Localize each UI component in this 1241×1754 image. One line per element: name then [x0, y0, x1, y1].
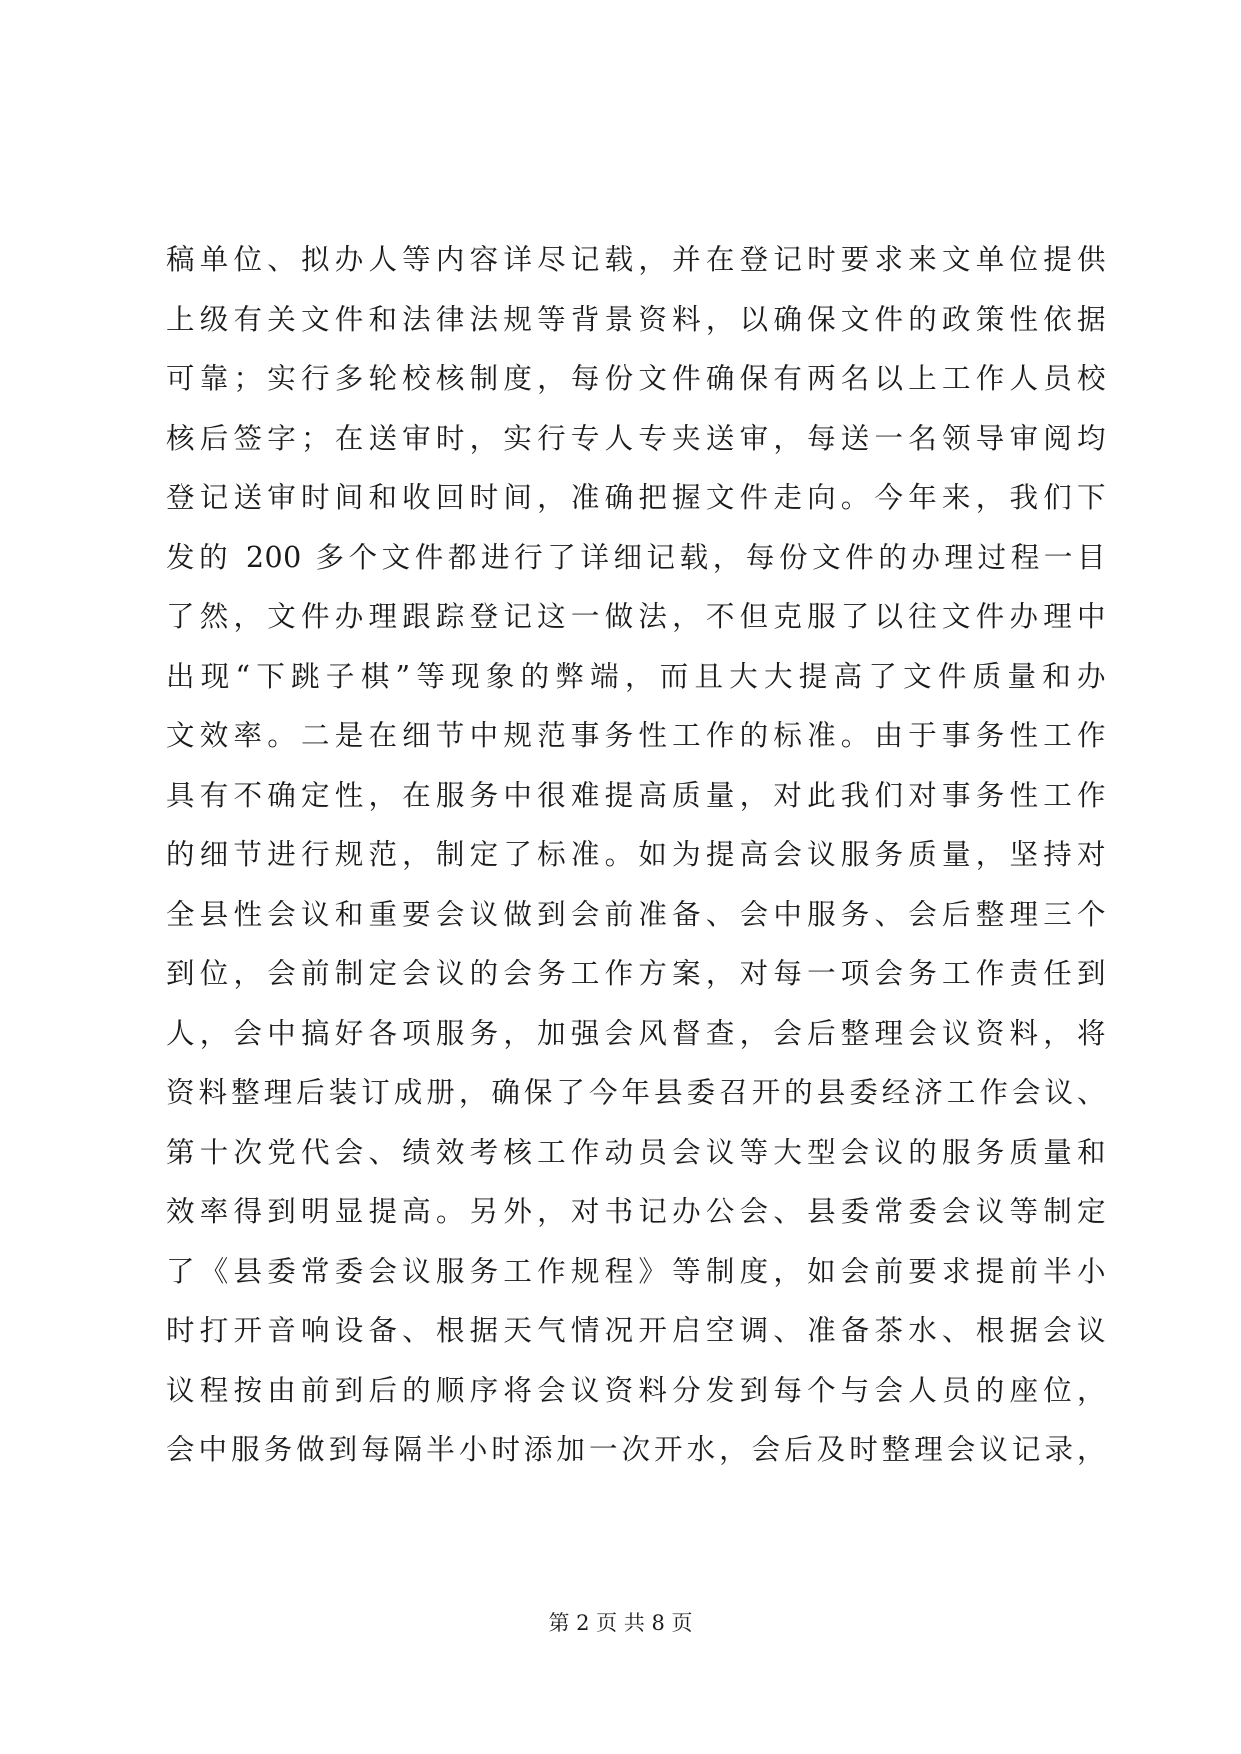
text-line: 了然，文件办理跟踪登记这一做法，不但克服了以往文件办理中	[166, 600, 1106, 633]
page-number: 第 2 页 共 8 页	[548, 1611, 693, 1635]
text-line: 文效率。二是在细节中规范事务性工作的标准。由于事务性工作	[166, 719, 1106, 752]
text-line: 发的 200 多个文件都进行了详细记载，每份文件的办理过程一目	[166, 540, 1106, 574]
text-line: 的细节进行规范，制定了标准。如为提高会议服务质量，坚持对	[166, 838, 1106, 871]
text-line: 核后签字；在送审时，实行专人专夹送审，每送一名领导审阅均	[166, 421, 1106, 455]
text-line: 到位，会前制定会议的会务工作方案，对每一项会务工作责任到	[166, 957, 1106, 990]
text-line: 效率得到明显提高。另外，对书记办公会、县委常委会议等制定	[166, 1195, 1106, 1228]
text-line: 第十次党代会、绩效考核工作动员会议等大型会议的服务质量和	[166, 1135, 1106, 1169]
body-text	[166, 230, 1106, 1480]
text-line: 了《县委常委会议服务工作规程》等制度，如会前要求提前半小	[166, 1254, 1106, 1288]
text-line: 议程按由前到后的顺序将会议资料分发到每个与会人员的座位，	[166, 1373, 1106, 1407]
text-line: 时打开音响设备、根据天气情况开启空调、准备茶水、根据会议	[166, 1314, 1106, 1347]
text-line: 资料整理后装订成册，确保了今年县委召开的县委经济工作会议、	[166, 1076, 1106, 1109]
text-line: 出现“下跳子棋”等现象的弊端，而且大大提高了文件质量和办	[166, 659, 1106, 693]
text-line: 稿单位、拟办人等内容详尽记载，并在登记时要求来文单位提供	[166, 243, 1106, 276]
text-line: 可靠；实行多轮校核制度，每份文件确保有两名以上工作人员校	[166, 362, 1106, 395]
page-footer	[0, 1608, 1241, 1638]
text-line: 登记送审时间和收回时间，准确把握文件走向。今年来，我们下	[166, 481, 1106, 514]
text-line: 全县性会议和重要会议做到会前准备、会中服务、会后整理三个	[166, 897, 1106, 931]
text-line: 上级有关文件和法律法规等背景资料，以确保文件的政策性依据	[166, 302, 1106, 336]
text-line: 人，会中搞好各项服务，加强会风督查，会后整理会议资料，将	[166, 1016, 1106, 1050]
text-line: 具有不确定性，在服务中很难提高质量，对此我们对事务性工作	[166, 778, 1106, 812]
text-line: 会中服务做到每隔半小时添加一次开水，会后及时整理会议记录，	[166, 1433, 1106, 1466]
